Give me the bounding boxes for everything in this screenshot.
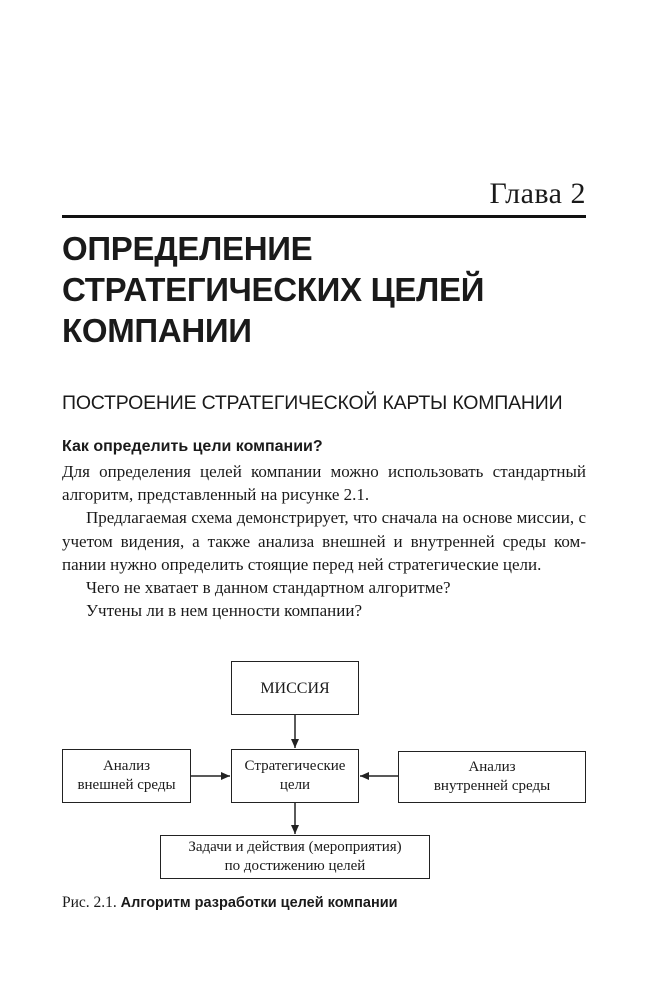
mission-label: МИССИЯ: [260, 679, 330, 697]
caption-prefix: Рис. 2.1.: [62, 894, 117, 911]
paragraph: Предлагаемая схема демонстрирует, что сначала на основе миссии, с учетом видения, а также анализа внешней и внутренней среды компании нужно определить стоящие перед ней стратегические цели.: [62, 508, 586, 574]
external-analysis-label: Анализ внешней среды: [77, 758, 176, 793]
internal-analysis-box: [398, 751, 586, 803]
paragraph: Для определения целей компании можно использовать стандартный алгоритм, представленный на рисунке 2.1.: [62, 462, 586, 505]
caption-title: Алгоритм разработки целей компании: [120, 895, 398, 911]
tasks-box: [160, 835, 430, 879]
question-heading: Как определить цели компании?: [62, 438, 323, 455]
section-heading: ПОСТРОЕНИЕ СТРАТЕГИЧЕСКОЙ КАРТЫ КОМПАНИИ: [62, 392, 563, 414]
mission-box: [231, 661, 359, 715]
chapter-title-line: КОМПАНИИ: [62, 312, 252, 349]
chapter-title-line: ОПРЕДЕЛЕНИЕ: [62, 230, 313, 267]
internal-analysis-label: Анализ внутренней среды: [433, 759, 551, 794]
chapter-title-line: СТРАТЕГИЧЕСКИХ ЦЕЛЕЙ: [62, 271, 485, 308]
chapter-label: Глава 2: [489, 177, 586, 210]
chapter-rule: [62, 215, 586, 218]
paragraph: Учтены ли в нем ценности компании?: [86, 601, 362, 621]
figure-caption: [62, 893, 398, 913]
strategic-goals-label: Стратегические цели: [244, 758, 346, 793]
strategic-goals-box: [231, 749, 359, 803]
external-analysis-box: [62, 749, 191, 803]
paragraph: Чего не хватает в данном стандартном алгоритме?: [86, 578, 451, 598]
body-text: [62, 460, 586, 622]
tasks-label: Задачи и действия (мероприятия) по достижению целей: [188, 839, 402, 874]
chapter-title: [62, 228, 602, 351]
algorithm-diagram: [0, 655, 672, 885]
